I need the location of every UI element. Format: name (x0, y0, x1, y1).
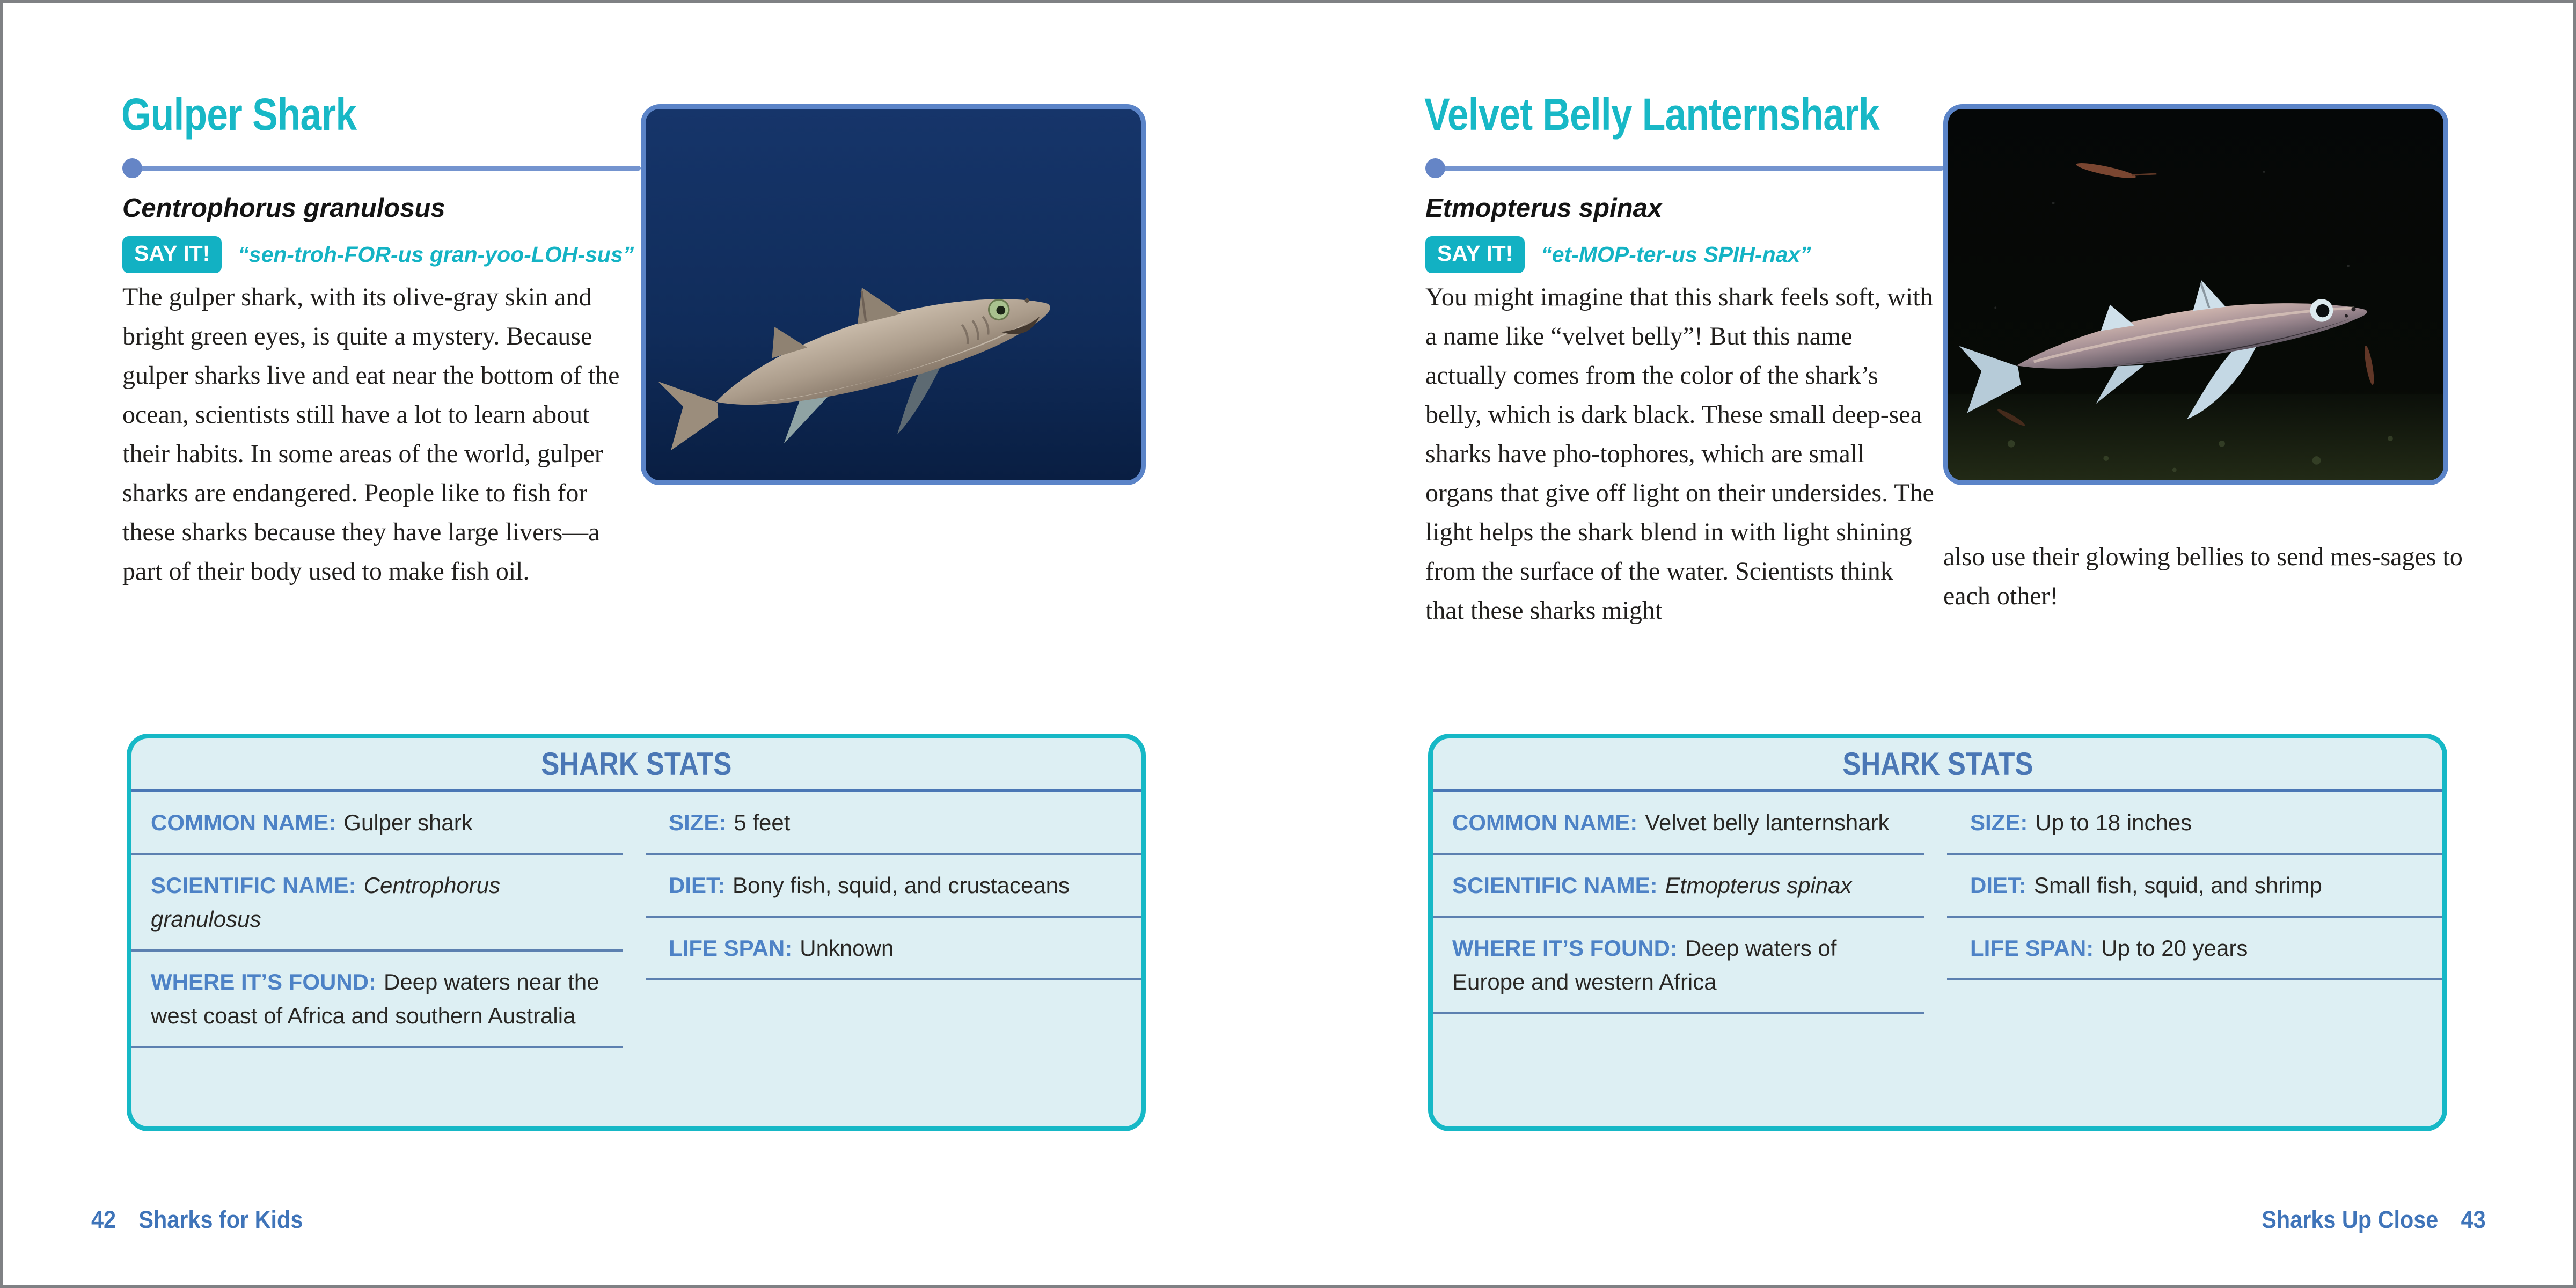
stat-value: Centrophorus granulosus (151, 873, 501, 932)
book-title-footer: Sharks for Kids (138, 1206, 303, 1233)
stat-row-life-span (646, 918, 1141, 980)
body-paragraph: The gulper shark, with its olive-gray skin and bright green eyes, is quite a mystery. Because gulper sharks live and eat near the bottom of the ocean, scientists still have a lot to learn about their habits. In some areas of the world, gulper sharks are endangered. People like to fish for these sharks because they have large livers—a part of their body used to make fish oil. (122, 283, 620, 586)
stat-label: SIZE: (669, 810, 727, 835)
stat-value: Bony fish, squid, and crustaceans (733, 873, 1070, 898)
section-title-footer: Sharks Up Close (2262, 1206, 2439, 1233)
stat-value: Small fish, squid, and shrimp (2034, 873, 2322, 898)
say-it-row (122, 236, 634, 273)
stat-value: Deep waters of Europe and western Africa (1452, 935, 1837, 994)
lanternshark-photo (1943, 104, 2448, 485)
stat-row-life-span (1947, 918, 2442, 980)
gulper-shark-photo (641, 104, 1146, 485)
stat-row-size (646, 792, 1141, 855)
stat-value: Deep waters near the west coast of Africa and southern Australia (151, 969, 599, 1028)
stat-row-size (1947, 792, 2442, 855)
scientific-name: Etmopterus spinax (1425, 194, 1663, 223)
stat-value: Unknown (800, 935, 894, 961)
gulper-shark-illustration (646, 109, 1141, 480)
shark-stats-card (127, 734, 1146, 1131)
page-number: 42 (91, 1206, 116, 1233)
footer-left (91, 1206, 303, 1234)
stat-value: 5 feet (734, 810, 791, 835)
stats-column-left (131, 792, 623, 1048)
stat-value: Gulper shark (343, 810, 473, 835)
stat-label: WHERE IT’S FOUND: (1452, 935, 1678, 961)
body-paragraph-column-1: You might imagine that this shark feels soft, with a name like “velvet belly”! But this name actually comes from the color of the shark’s belly, which is dark black. These small deep-sea sharks have pho-tophores, which are small organs that give off light on their undersides. The light helps the shark blend in with light shining from the surface of the water. Scientists think that these sharks might (1425, 283, 1934, 625)
stat-row-common-name (131, 792, 623, 855)
pronunciation-text: “sen-troh-FOR-us gran-yoo-LOH-sus” (238, 242, 634, 267)
say-it-row (1425, 236, 1811, 273)
pronunciation-text: “et-MOP-ter-us SPIH-nax” (1541, 242, 1811, 267)
stats-column-right (646, 792, 1141, 980)
stats-column-left (1433, 792, 1924, 1014)
stats-title: SHARK STATS (540, 746, 732, 782)
title-rule (1432, 166, 1944, 171)
stat-value: Up to 20 years (2101, 935, 2248, 961)
page-title-velvet-belly-lanternshark: Velvet Belly Lanternshark (1424, 89, 1879, 140)
stat-row-scientific-name (1433, 855, 1924, 918)
stat-row-scientific-name (131, 855, 623, 952)
stat-label: WHERE IT’S FOUND: (151, 969, 376, 994)
stats-column-right (1947, 792, 2442, 980)
stat-value: Up to 18 inches (2035, 810, 2192, 835)
stat-value: Etmopterus spinax (1665, 873, 1852, 898)
body-paragraph-column-2: also use their glowing bellies to send mes-sages to each other! (1943, 543, 2463, 610)
stat-label: DIET: (1970, 873, 2026, 898)
stat-label: LIFE SPAN: (1970, 935, 2094, 961)
shark-stats-card (1428, 734, 2447, 1131)
page-title-gulper-shark: Gulper Shark (121, 89, 357, 140)
stat-label: COMMON NAME: (1452, 810, 1638, 835)
page-number: 43 (2461, 1206, 2486, 1233)
stats-title: SHARK STATS (1842, 746, 2033, 782)
rule-dot (1425, 158, 1445, 178)
lanternshark-illustration (1948, 109, 2443, 480)
say-it-badge: SAY IT! (1425, 236, 1525, 273)
stat-row-common-name (1433, 792, 1924, 855)
stat-label: SCIENTIFIC NAME: (151, 873, 356, 898)
say-it-badge: SAY IT! (122, 236, 222, 273)
stats-header (131, 738, 1141, 792)
stat-label: COMMON NAME: (151, 810, 336, 835)
stats-header (1433, 738, 2442, 792)
stat-value: Velvet belly lanternshark (1645, 810, 1890, 835)
stat-label: DIET: (669, 873, 725, 898)
stat-label: SIZE: (1970, 810, 2028, 835)
stat-label: LIFE SPAN: (669, 935, 793, 961)
stat-row-diet (646, 855, 1141, 918)
stat-row-where-found (131, 952, 623, 1048)
footer-right (2262, 1206, 2486, 1234)
stat-label: SCIENTIFIC NAME: (1452, 873, 1658, 898)
stat-row-where-found (1433, 918, 1924, 1014)
scientific-name: Centrophorus granulosus (122, 194, 445, 223)
rule-dot (122, 158, 142, 178)
title-rule (129, 166, 641, 171)
stat-row-diet (1947, 855, 2442, 918)
